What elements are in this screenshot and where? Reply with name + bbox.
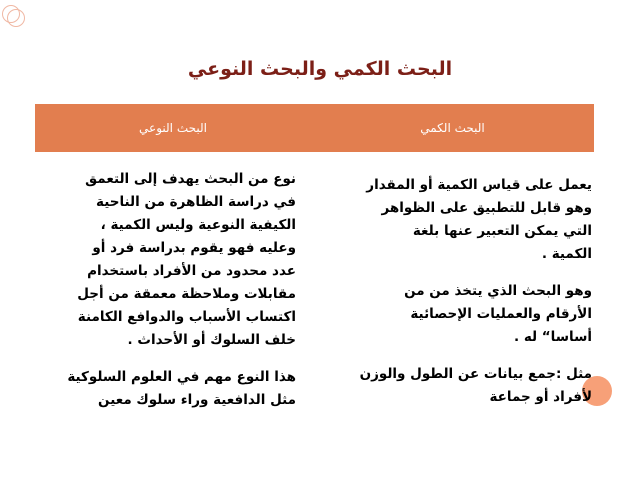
quantitative-basis-line: الأرقام والعمليات الإحصائية bbox=[410, 306, 592, 322]
qualitative-importance-line: هذا النوع مهم في العلوم السلوكية bbox=[67, 369, 296, 385]
decorative-circle-outline bbox=[7, 9, 25, 27]
quantitative-definition-line: وهو قابل للتطبيق على الظواهر bbox=[381, 200, 592, 216]
slide-title: البحث الكمي والبحث النوعي bbox=[187, 58, 453, 80]
quantitative-basis-line: وهو البحث الذي يتخذ من من bbox=[404, 283, 592, 299]
qualitative-definition-line: نوع من البحث يهدف إلى التعمق bbox=[85, 171, 296, 187]
qualitative-definition-line: في دراسة الظاهرة من الناحية bbox=[96, 194, 296, 210]
qualitative-definition-line: الكيفية النوعية وليس الكمية ، bbox=[100, 217, 296, 233]
spacer bbox=[308, 266, 592, 280]
quantitative-definition-line: التي يمكن التعبير عنها بلغة bbox=[412, 223, 592, 239]
header-qualitative-research: البحث النوعي bbox=[35, 104, 311, 152]
spacer bbox=[308, 349, 592, 363]
qualitative-definition-line: عدد محدود من الأفراد باستخدام bbox=[87, 263, 296, 279]
quantitative-definition-line: يعمل على قياس الكمية أو المقدار bbox=[366, 177, 592, 193]
quantitative-example-line: لأفراد أو جماعة bbox=[489, 389, 592, 405]
quantitative-example-line: مثل :جمع بيانات عن الطول والوزن bbox=[359, 366, 592, 382]
qualitative-definition-line: خلف السلوك أو الأحداث . bbox=[127, 332, 296, 348]
qualitative-column bbox=[30, 168, 296, 412]
quantitative-column bbox=[308, 174, 592, 409]
spacer bbox=[30, 352, 296, 366]
quantitative-basis-line: أساسا“ له . bbox=[514, 329, 592, 345]
header-quantitative-research: البحث الكمي bbox=[311, 104, 594, 152]
qualitative-definition-line: مقابلات وملاحظة معمقة من أجل bbox=[77, 286, 296, 302]
quantitative-definition-line: الكمية . bbox=[541, 246, 592, 262]
qualitative-importance-line: مثل الدافعية وراء سلوك معين bbox=[98, 392, 296, 408]
qualitative-definition-line: وعليه فهو يقوم بدراسة فرد أو bbox=[92, 240, 296, 256]
qualitative-definition-line: اكتساب الأسباب والدوافع الكامنة bbox=[77, 309, 296, 325]
